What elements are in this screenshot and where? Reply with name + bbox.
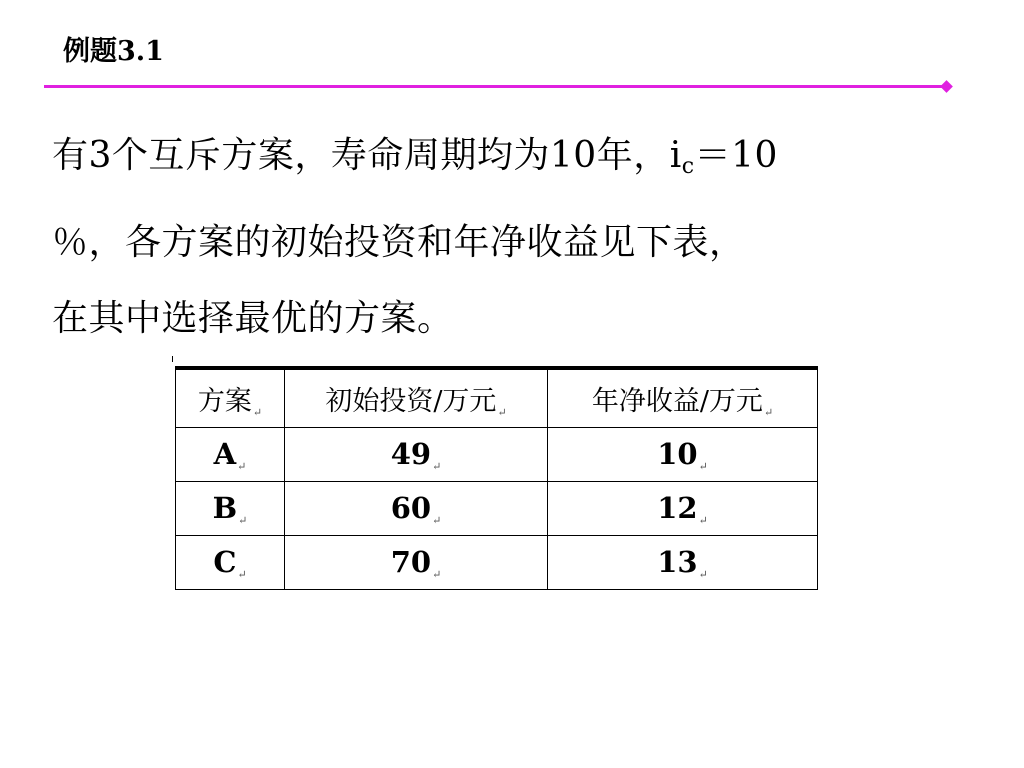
table-header-row (176, 368, 818, 428)
header-annual-net-income (548, 368, 818, 428)
table-row (176, 536, 818, 590)
title-underline (44, 85, 946, 88)
header-annual-net-income-label: 年净收益/万元 (591, 385, 763, 417)
paragraph-mark-icon: ↵ (698, 567, 708, 581)
table-row (176, 428, 818, 482)
table-cell-income (548, 428, 818, 482)
header-plan-label: 方案 (197, 385, 252, 417)
problem-line-2: ％，各方案的初始投资和年净收益见下表， (52, 222, 746, 263)
paragraph-mark-icon: ↵ (698, 459, 708, 473)
table-cell-investment (285, 428, 548, 482)
problem-line-1-end: ＝10 (694, 135, 778, 176)
table-cell-plan (176, 536, 285, 590)
paragraph-mark-icon: ↵ (237, 459, 247, 473)
header-initial-investment (285, 368, 548, 428)
problem-statement (52, 118, 952, 357)
cell-value: B (212, 490, 238, 525)
investment-table (175, 366, 818, 590)
header-initial-investment-label: 初始投资/万元 (325, 385, 497, 417)
cell-value: 13 (657, 544, 698, 579)
cell-value: 70 (390, 544, 432, 579)
paragraph-mark-icon: ↵ (432, 567, 442, 581)
table-cell-investment (285, 482, 548, 536)
title-underline-end-marker (940, 80, 953, 93)
problem-line-3: 在其中选择最优的方案。 (52, 298, 454, 339)
interest-rate-subscript: c (681, 154, 695, 179)
cell-value: 12 (657, 490, 698, 525)
table-cell-income (548, 536, 818, 590)
cell-value: 10 (657, 436, 698, 471)
table-corner-mark (172, 356, 173, 362)
paragraph-mark-icon: ↵ (252, 405, 263, 419)
header-plan (176, 368, 285, 428)
table-cell-plan (176, 482, 285, 536)
table-cell-income (548, 482, 818, 536)
cell-value: C (213, 544, 237, 579)
paragraph-mark-icon: ↵ (698, 513, 708, 527)
table-row (176, 482, 818, 536)
table-cell-plan (176, 428, 285, 482)
cell-value: 49 (390, 436, 432, 471)
cell-value: 60 (390, 490, 432, 525)
cell-value: A (213, 436, 237, 471)
table-cell-investment (285, 536, 548, 590)
paragraph-mark-icon: ↵ (238, 513, 248, 527)
paragraph-mark-icon: ↵ (497, 405, 507, 419)
slide-title: 例题3.1 (63, 36, 164, 67)
problem-line-1-text: 有3个互斥方案，寿命周期均为10年，i (52, 135, 682, 176)
problem-line-1 (52, 118, 952, 205)
paragraph-mark-icon: ↵ (763, 405, 774, 419)
paragraph-mark-icon: ↵ (432, 459, 442, 473)
paragraph-mark-icon: ↵ (432, 513, 442, 527)
paragraph-mark-icon: ↵ (237, 567, 247, 581)
